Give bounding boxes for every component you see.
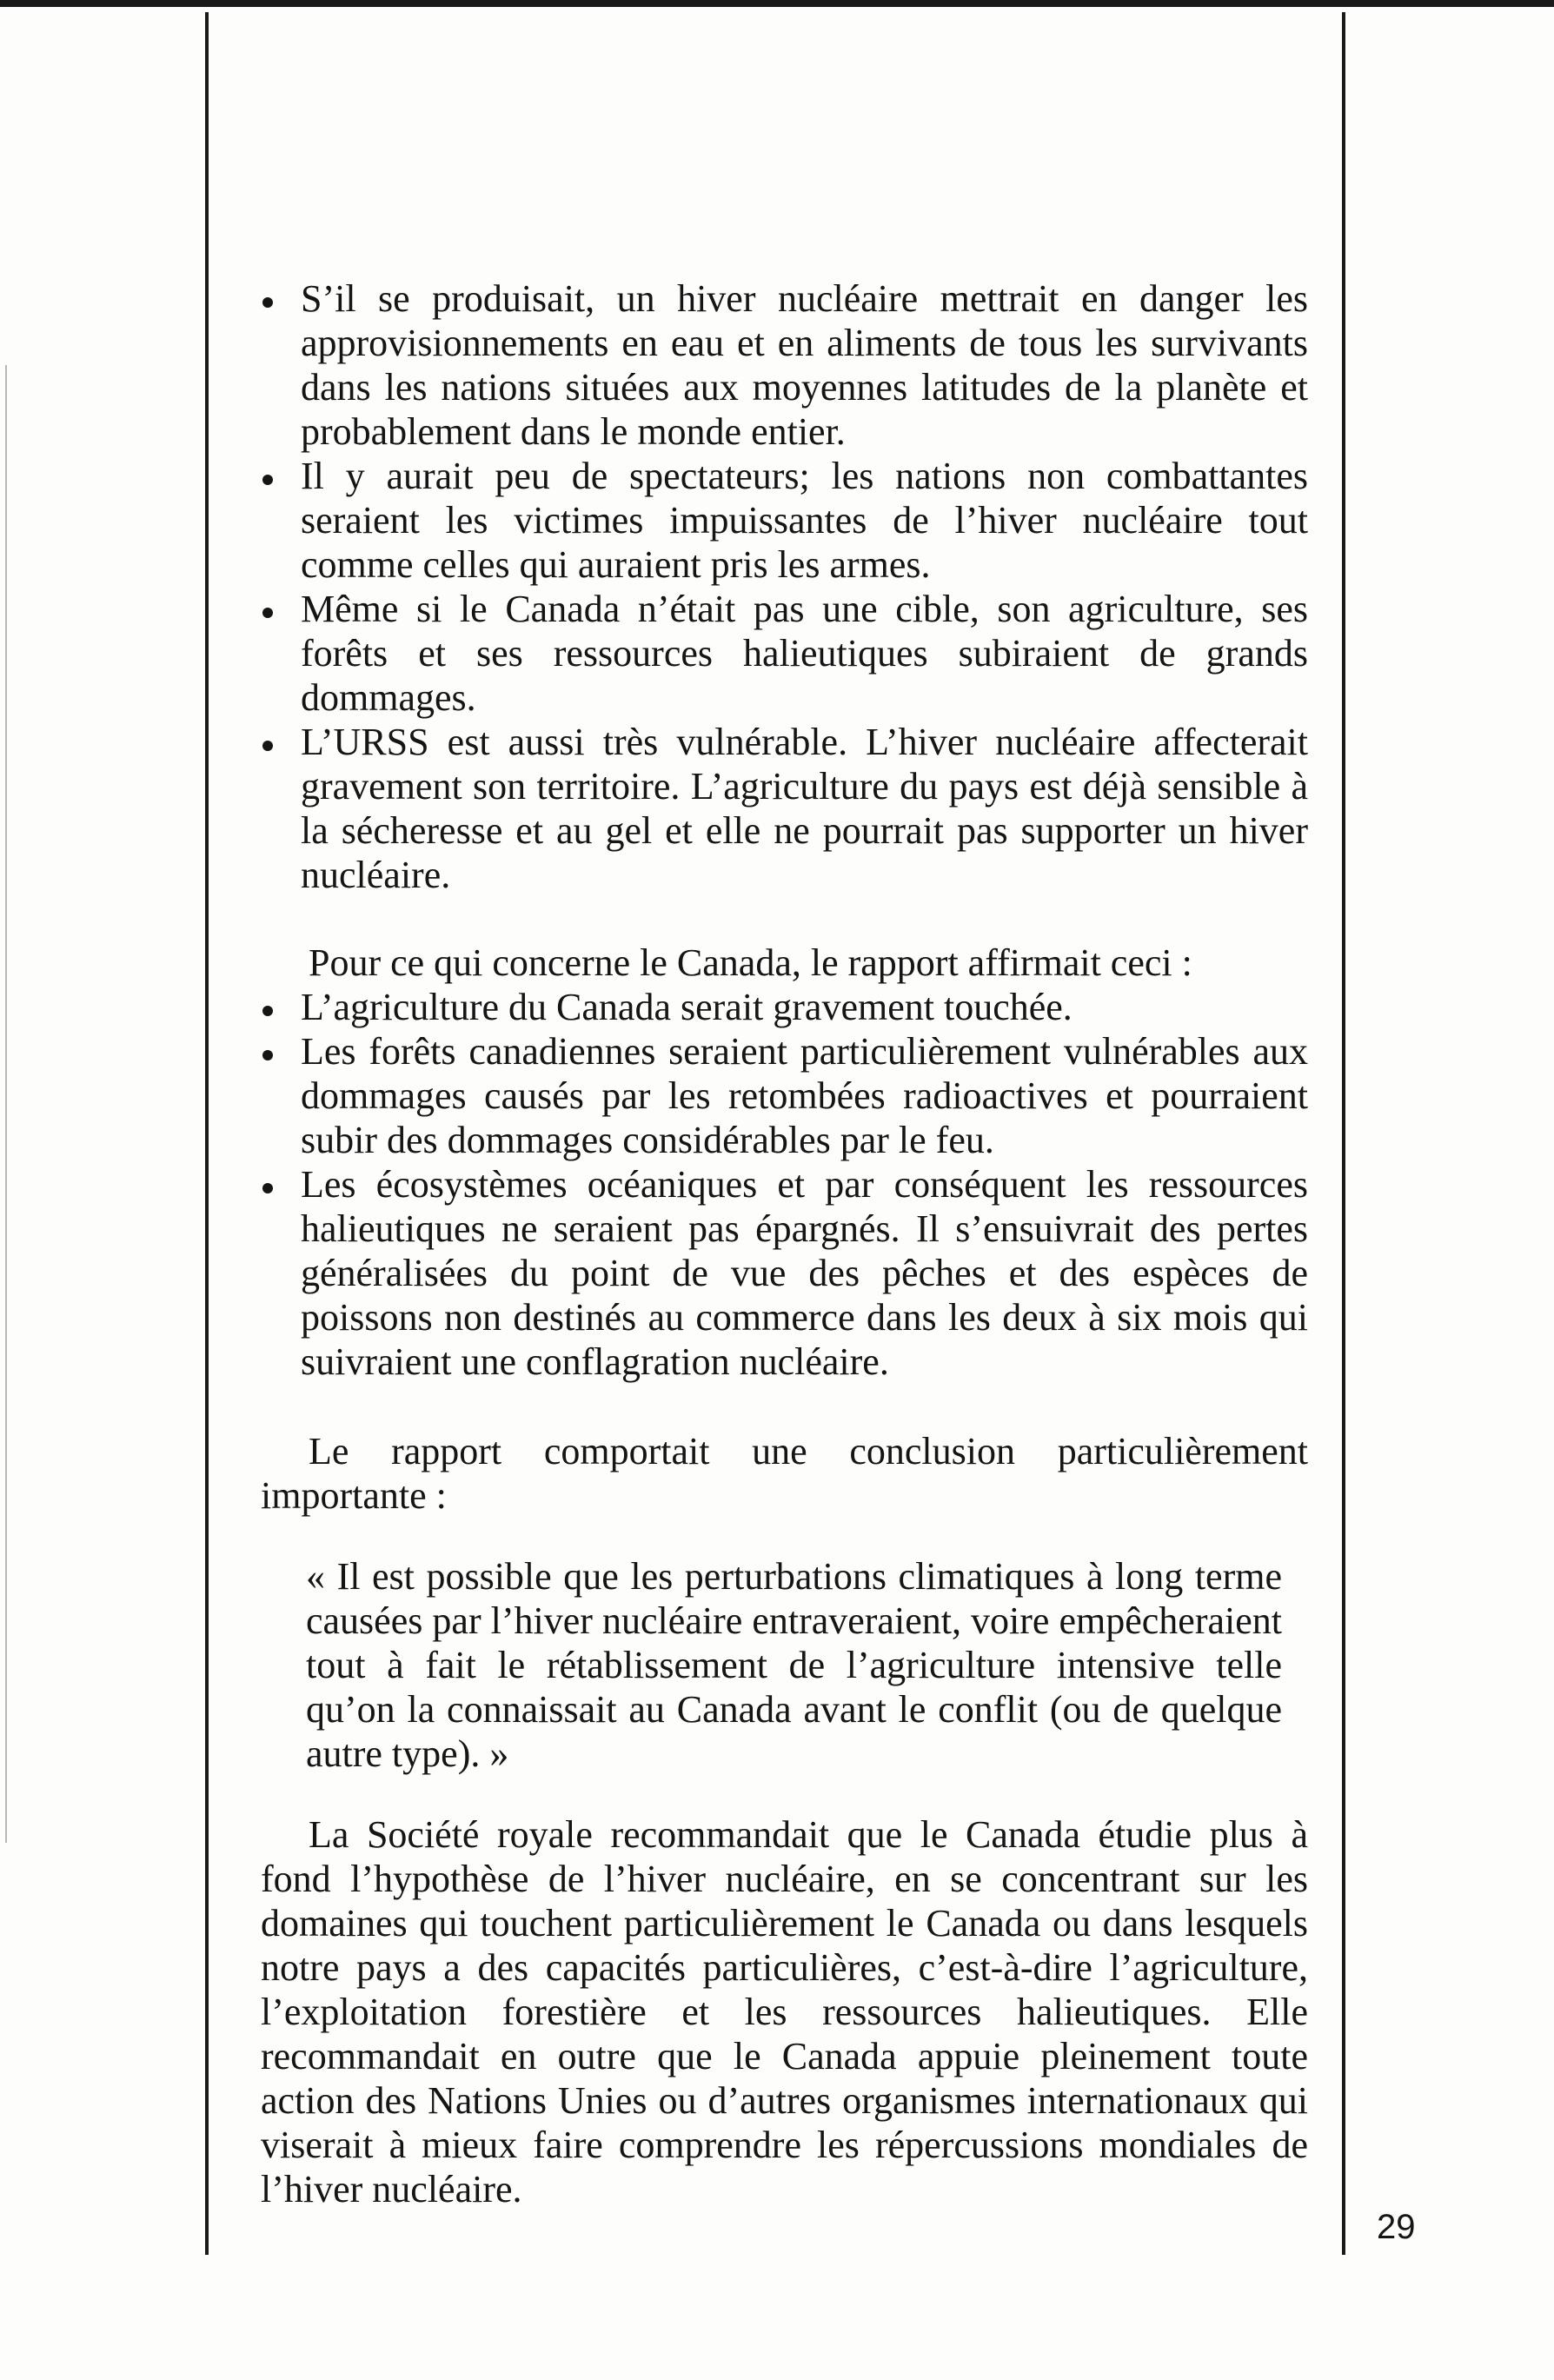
bullet-item: Il y aurait peu de spectateurs; les nations non combattantes seraient les victimes impuissantes de l’hiver nucléaire tout comme celles qui auraient pris les armes. [261, 454, 1308, 587]
bullet-item: L’URSS est aussi très vulnérable. L’hiver nucléaire affecterait gravement son territoire. L’agriculture du pays est déjà sensible à la sécheresse et au gel et elle ne pourrait pas supporter un hiver nucléaire. [261, 720, 1308, 897]
right-margin-rule [1342, 12, 1345, 2255]
final-paragraph: La Société royale recommandait que le Canada étudie plus à fond l’hypothèse de l’hiver nucléaire, en se concentrant sur les domaines qui touchent particulièrement le Canada ou dans lesquels notre pays a des capacités particulières, c’est-à-dire l’agriculture, l’exploitation forestière et les ressources halieutiques. Elle recommandait en outre que le Canada appuie pleinement toute action des Nations Unies ou d’autres organismes internationaux qui viserait à mieux faire comprendre les répercussions mondiales de l’hiver nucléaire. [261, 1813, 1308, 2210]
bullet-item: L’agriculture du Canada serait gravement touchée. [261, 985, 1308, 1029]
bullet-item: Les écosystèmes océaniques et par conséquent les ressources halieutiques ne seraient pas épargnés. Il s’ensuivrait des pertes généralisées du point de vue des pêches et des espèces de poissons non destinés au commerce dans les deux à six mois qui suivraient une conflagration nucléaire. [261, 1162, 1308, 1384]
block-quote: « Il est possible que les perturbations climatiques à long terme causées par l’hiver nucléaire entraveraient, voire empêcheraient tout à fait le rétablissement de l’agriculture intensive telle qu’on la connaissait au Canada avant le conflit (ou de quelque autre type). » [306, 1555, 1282, 1775]
bullet-item: Les forêts canadiennes seraient particulièrement vulnérables aux dommages causés par les retombées radioactives et pourraient subir des dommages considérables par le feu. [261, 1029, 1308, 1162]
page-number: 29 [1377, 2208, 1416, 2246]
canada-intro: Pour ce qui concerne le Canada, le rapport affirmait ceci : [309, 941, 1192, 984]
scan-edge [5, 365, 7, 1843]
bullet-item: S’il se produisait, un hiver nucléaire mettrait en danger les approvisionnements en eau et en aliments de tous les survivants dans les nations situées aux moyennes latitudes de la planète et probablement dans le monde entier. [261, 276, 1308, 454]
page-body [261, 276, 1308, 2211]
bullet-item: Même si le Canada n’était pas une cible, son agriculture, ses forêts et ses ressources halieutiques subiraient de grands dommages. [261, 587, 1308, 720]
conclusion-intro: Le rapport comportait une conclusion particulièrement importante : [261, 1430, 1308, 1517]
top-rule [0, 0, 1554, 7]
consequences-list [261, 276, 1308, 897]
left-margin-rule [205, 12, 209, 2255]
canada-list [261, 985, 1308, 1384]
